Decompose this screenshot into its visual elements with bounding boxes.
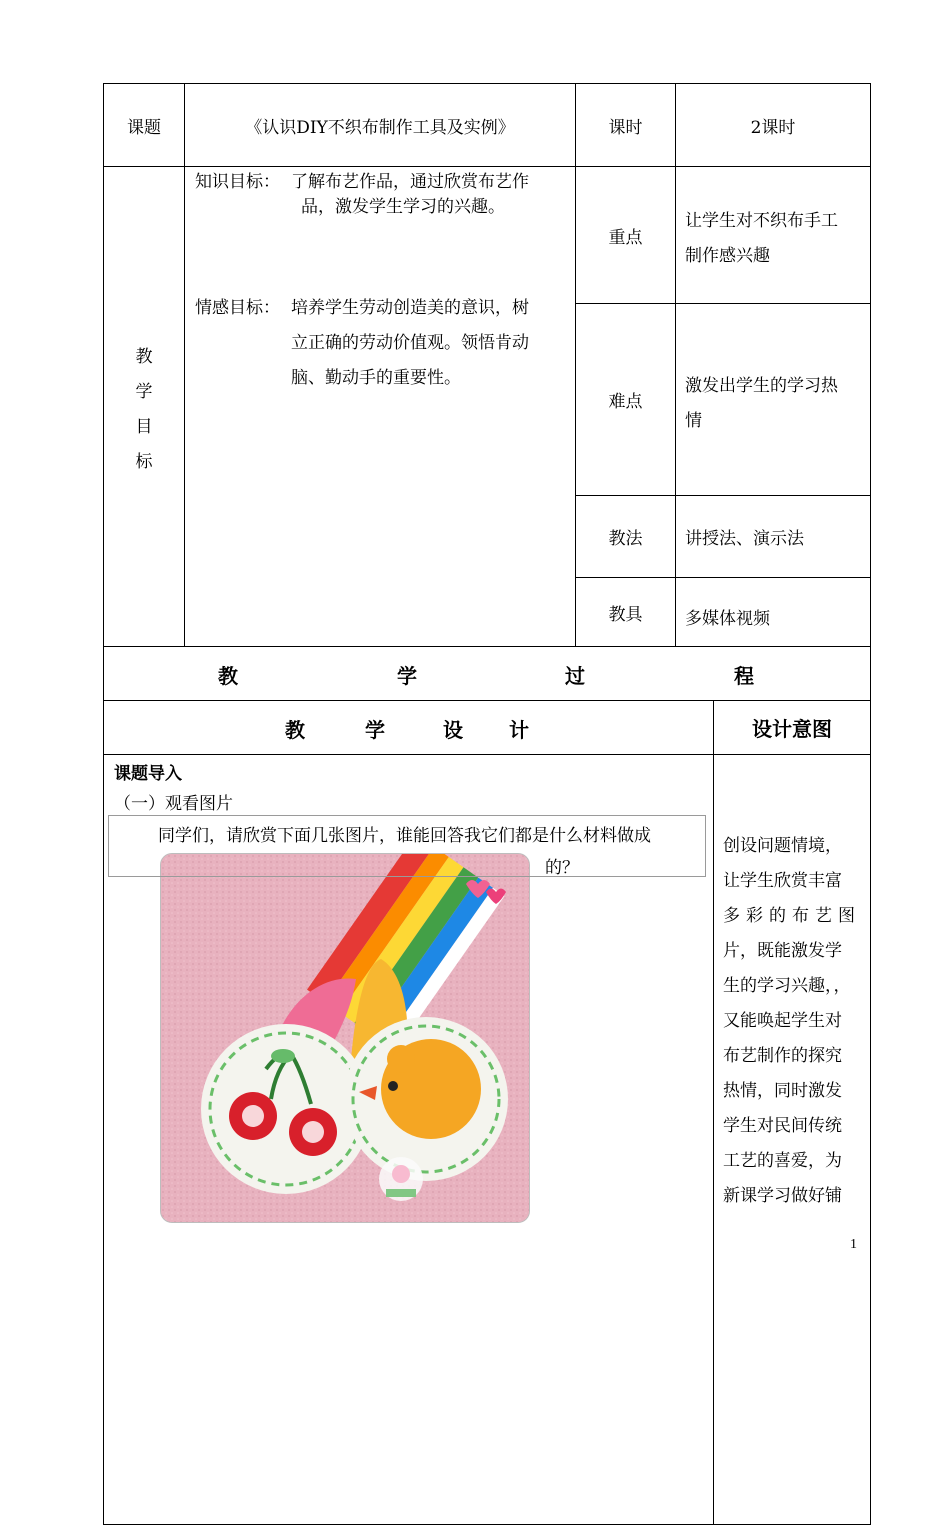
process-title-char: 程 xyxy=(734,664,754,688)
difficulty-line: 激发出学生的学习热 xyxy=(685,376,838,396)
intent-line: 创设问题情境， xyxy=(723,836,842,856)
difficulty-text xyxy=(685,369,838,439)
side-char: 目 xyxy=(135,417,153,437)
difficulty-line: 情 xyxy=(685,411,702,431)
hours-label: 课时 xyxy=(608,117,643,138)
side-char: 教 xyxy=(135,347,153,367)
knowledge-line-1: 了解布艺作品，通过欣赏布艺作 xyxy=(291,172,529,192)
method-label: 教法 xyxy=(608,529,643,549)
page-number: 1 xyxy=(850,1237,857,1252)
design-title-char: 教 xyxy=(285,718,305,742)
topic-value: 《认识DIY不织布制作工具及实例》 xyxy=(245,117,515,138)
emotion-objective-text xyxy=(291,291,529,396)
key-point-line: 让学生对不织布手工 xyxy=(685,211,838,231)
intent-line: 片，既能激发学 xyxy=(723,941,842,961)
intent-line: 学生对民间传统 xyxy=(723,1116,842,1136)
process-title-char: 教 xyxy=(218,664,238,688)
method-text: 讲授法、演示法 xyxy=(685,529,804,549)
key-point-label: 重点 xyxy=(608,227,643,248)
question-line-2: 的？ xyxy=(545,858,579,878)
process-title xyxy=(104,660,870,690)
intent-line: 多彩的布艺图 xyxy=(723,906,861,926)
knowledge-line-2: 品，激发学生学习的兴趣。 xyxy=(301,197,505,217)
process-title-char: 学 xyxy=(397,664,417,688)
question-line-1: 同学们，请欣赏下面几张图片，谁能回答我它们都是什么材料做成 xyxy=(158,826,651,846)
intent-line: 新课学习做好铺 xyxy=(723,1186,842,1206)
process-title-char: 过 xyxy=(565,664,585,688)
objectives-side-label xyxy=(104,340,184,480)
intent-line: 让学生欣赏丰富 xyxy=(723,871,842,891)
knowledge-objective-label: 知识目标： xyxy=(195,172,280,192)
intent-line: 又能唤起学生对 xyxy=(723,1011,842,1031)
intro-heading: 课题导入 xyxy=(114,764,182,784)
key-point-line: 制作感兴趣 xyxy=(685,246,770,266)
key-point-text xyxy=(685,204,838,274)
side-char: 标 xyxy=(135,452,153,472)
emotion-line: 培养学生劳动创造美的意识，树 xyxy=(291,298,529,318)
felt-craft-photo xyxy=(160,853,530,1223)
side-char: 学 xyxy=(135,382,153,402)
design-intent-text xyxy=(723,829,863,1214)
tools-label: 教具 xyxy=(608,604,643,625)
step-heading: （一）观看图片 xyxy=(114,794,233,814)
design-title-char: 计 xyxy=(509,718,529,742)
design-title-char: 学 xyxy=(365,718,385,742)
emotion-line: 立正确的劳动价值观。领悟肯动 xyxy=(291,333,529,353)
intent-line: 热情，同时激发 xyxy=(723,1081,842,1101)
topic-label: 课题 xyxy=(127,117,161,138)
emotion-objective-label: 情感目标： xyxy=(195,298,280,318)
emotion-line: 脑、勤动手的重要性。 xyxy=(291,368,461,388)
intent-line: 布艺制作的探究 xyxy=(723,1046,842,1066)
design-title-char: 设 xyxy=(443,718,463,742)
intent-title: 设计意图 xyxy=(752,717,832,741)
felt-clips-illustration xyxy=(161,854,530,1223)
intent-line: 工艺的喜爱，为 xyxy=(723,1151,842,1171)
design-title xyxy=(104,714,713,744)
hours-value: 2课时 xyxy=(750,117,796,138)
tools-text: 多媒体视频 xyxy=(685,608,770,629)
intent-line: 生的学习兴趣，， xyxy=(723,976,851,996)
difficulty-label: 难点 xyxy=(608,392,643,412)
